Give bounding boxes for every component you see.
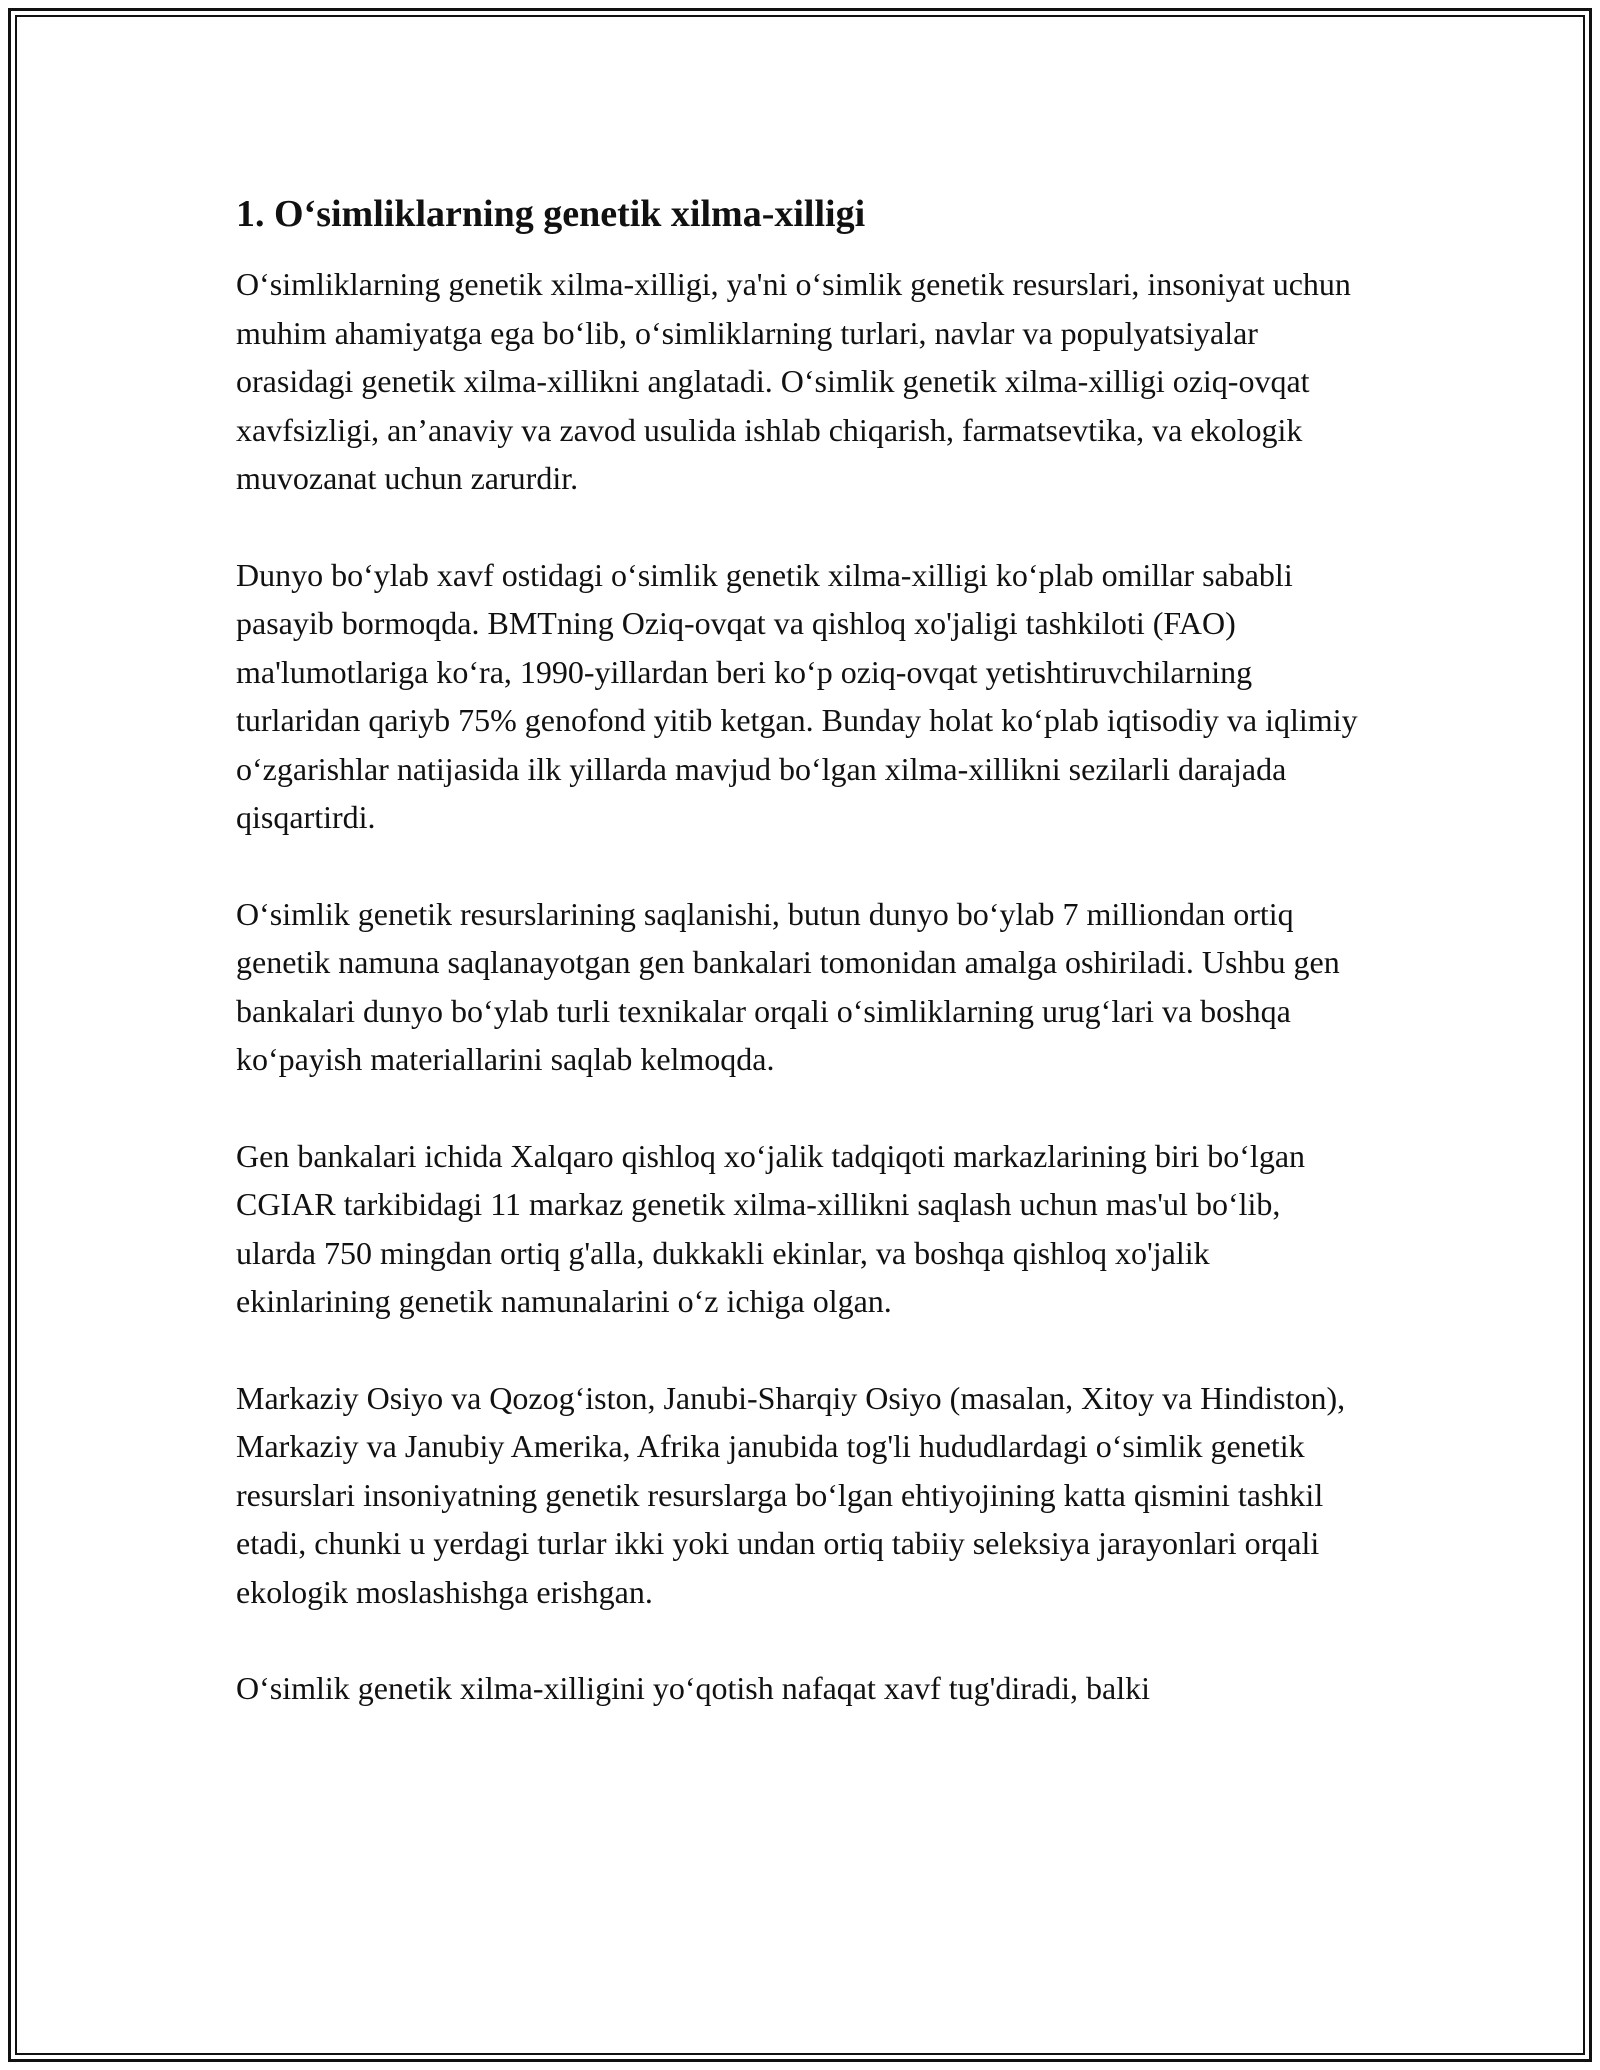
paragraph-1: O‘simliklarning genetik xilma-xilligi, ya'ni o‘simlik genetik resurslari, insoniyat uchun muhim ahamiyatga ega bo‘lib, o‘simliklarning turlari, navlar va populyatsiyalar orasidagi genetik xilma-xillikni anglatadi. O‘simlik genetik xilma-xilligi oziq-ovqat xavfsizligi, an’anaviy va zavod usulida ishlab chiqarish, farmatsevtika, va ekologik muvozanat uchun zarurdir. — [236, 266, 1351, 496]
paragraph-6: O‘simlik genetik xilma-xilligini yo‘qotish nafaqat xavf tug'diradi, balki — [236, 1670, 1151, 1706]
document-body — [236, 190, 1366, 1761]
paragraph-4: Gen bankalari ichida Xalqaro qishloq xo‘jalik tadqiqoti markazlarining biri bo‘lgan CGIAR tarkibidagi 11 markaz genetik xilma-xillikni saqlash uchun mas'ul bo‘lib, ularda 750 mingdan ortiq g'alla, dukkakli ekinlar, va boshqa qishloq xo'jalik ekinlarining genetik namunalarini o‘z ichiga olgan. — [236, 1137, 1306, 1319]
section-heading: 1. O‘simliklarning genetik xilma-xilligi — [236, 193, 866, 235]
paragraph-2: Dunyo bo‘ylab xavf ostidagi o‘simlik genetik xilma-xilligi ko‘plab omillar sababli pasayib bormoqda. BMTning Oziq-ovqat va qishloq xo'jaligi tashkiloti (FAO) ma'lumotlariga ko‘ra, 1990-yillardan beri ko‘p oziq-ovqat yetishtiruvchilarning turlaridan qariyb 75% genofond yitib ketgan. Bunday holat ko‘plab iqtisodiy va iqlimiy o‘zgarishlar natijasida ilk yillarda mavjud bo‘lgan xilma-xillikni sezilarli darajada qisqartirdi. — [236, 556, 1358, 835]
paragraph-5: Markaziy Osiyo va Qozog‘iston, Janubi-Sharqiy Osiyo (masalan, Xitoy va Hindiston), Markaziy va Janubiy Amerika, Afrika janubida tog'li hududlardagi o‘simlik genetik resurslari insoniyatning genetik resurslarga bo‘lgan ehtiyojining katta qismini tashkil etadi, chunki u yerdagi turlar ikki yoki undan ortiq tabiiy seleksiya jarayonlari orqali ekologik moslashishga erishgan. — [236, 1379, 1346, 1610]
paragraph-3: O‘simlik genetik resurslarining saqlanishi, butun dunyo bo‘ylab 7 milliondan ortiq genetik namuna saqlanayotgan gen bankalari tomonidan amalga oshiriladi. Ushbu gen bankalari dunyo bo‘ylab turli texnikalar orqali o‘simliklarning urug‘lari va boshqa ko‘payish materiallarini saqlab kelmoqda. — [236, 895, 1340, 1077]
